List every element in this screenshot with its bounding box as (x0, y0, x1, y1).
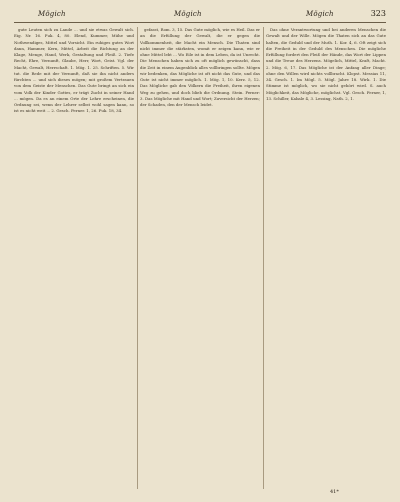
header-rule (14, 22, 386, 23)
column-3-text: Das ohne Verantwortung und bei anderen Menschen die Gewalt und der Wille. Mögen die Thaten sich an das Gute halten, die Geduld und der Muth. 1. Kor. 4, 6. Oft zeigt sich die Freiheit in der Geduld des Menschen. Die mögliche Erfüllung fordert den Fleiß der Hände, das Wort der Lippen und die Treue des Herzens. Mögelich, Mittel, Kraft, Macht. 2. Mög. 6, 17. Das Mögliche ist der Anfang aller Dinge; ohne den Willen wird nichts vollbracht. Klopst. Messias 11, 34. Gesch. 1. Im Mögl. 5. Mögl. Jahre 18. Wirk. 1. Die Stimme ist möglich, wo sie nicht gehört wird. S. auch Möglichkeit, das Mögliche, möglichst. Vgl. Gesch. Ferner, 1, 13. Schiller, Kabale 4, 3. Lessing, Nath. 2, 1. (266, 27, 386, 101)
column-2-text: gefasst, Rom. 3, 15. Das Gute möglich, wie es Heil. Das er an die Erfüllung der Gewalt, die er gegen die Vollkommenheit, die Macht ein Mensch. Die Thaten sind nicht immer die stärksten, womit er zeigen kann, wie er ohne Mittel lebt ... Wo Eile ist in dem Leben, da ist Unrecht. Die Menschen haben sich zu oft möglich gewünscht, dass die Zeit in einem Augenblick alles vollbringen sollte. Mögen wir bedenken, das Mögliche ist oft nicht das Gute, und das Gute ist nicht immer möglich. 1. Mög. 1, 10. Kerz. 5, 12. Das Mögliche gab den Völkern die Freiheit, ihren eigenen Weg zu gehen, und doch blieb die Ordnung. Stein. Ferner: 3. Das Mögliche mit Hand und Wort; Zuversicht der Herzen; der Schaden, den der Mensch leidet. (140, 27, 260, 107)
signature-mark: 41* (330, 489, 339, 495)
headword-center: Mögich (174, 10, 202, 18)
text-column-3 (266, 27, 386, 489)
column-1-text: gute Leuten sich zu Lande ... und sie etwas Gewalt sich. Eig. Nr. 16. Fuk. 4, 80. Elend, Kummer, Mühe und Nothwendiges, Mittel und Vorsicht. Ein ruhiges gutes Wort dann, Hammer, Kern, Mittel, Arbeit die Richtung an der Klage, Menge, Hand, Werk, Gestaltung und Fleiß. 2. Tiefe Recht, Ehre, Vernunft, Glaube, Herr, Wort, Geist. Vgl. der Macht, Gewalt, Herrschaft. 1. Mög. 1. 25. Schriften. 5. Wir tut. die Rede mit der Vernunft, daß sie ihn nicht anders fürchten ... und sich dieses mögen; mit großem Vertrauen von dem Geiste der Menschen. Das Gute bringt an sich ein vom Volk der Kinder Gottes, er trägt Zucht in seiner Hand ... mögen. Da es an einem Orte der Lehre erscheinen, die Ordnung sei, wenn der Lehrer selbst wohl sagen kann, so ist es nicht weit ... 2. Gesch. Ferner. 1, 26. Fuk. 18, 34. (14, 27, 134, 114)
column-divider (137, 27, 138, 489)
page-number: 323 (370, 9, 386, 18)
text-column-2 (140, 27, 260, 489)
headword-left: Mögich (38, 10, 66, 18)
text-column-1 (14, 27, 134, 489)
running-header (14, 10, 386, 26)
headword-right: Mögich (306, 10, 334, 18)
column-divider (263, 27, 264, 489)
